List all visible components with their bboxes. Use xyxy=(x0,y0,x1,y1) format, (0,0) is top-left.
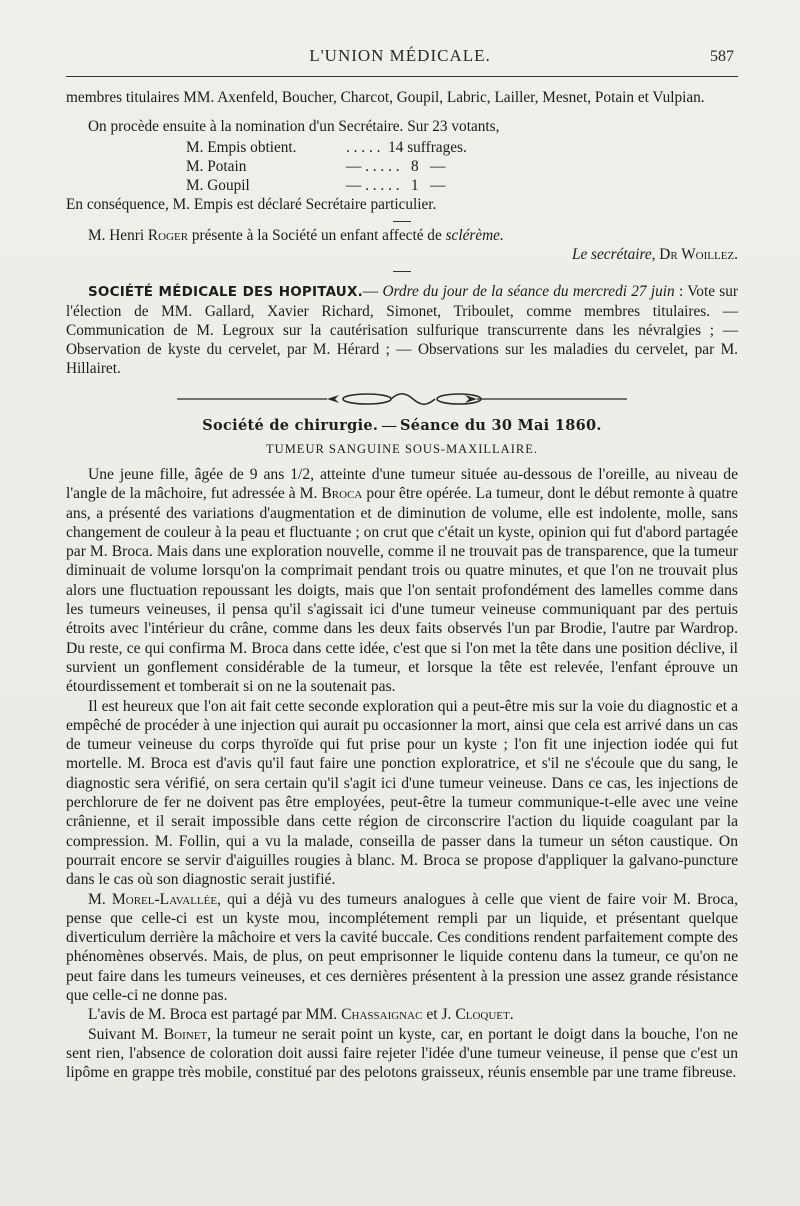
name-chassaignac: Chassaignac xyxy=(341,1006,423,1024)
article-body xyxy=(66,465,738,1083)
election-intro: membres titulaires MM. Axenfeld, Boucher, Charcot, Goupil, Labric, Lailler, Mesnet, Potain et Vulpian. xyxy=(66,89,705,106)
paragraph-text: L'avis de M. Broca est partagé par MM. xyxy=(88,1006,342,1024)
society-name: Société de chirurgie. xyxy=(202,417,379,434)
paragraph-text: pour être opérée. La tumeur, dont le début remonte à quatre ans, a présenté des variations d'augmentation et de diminution de volume, elle est indolente, molle, sans changement de couleur à la peau et fluctuante ; on crut que c'était un kyste, opinion qui fut d'abord partagée par M. Broca. Mais dans une exploration nouvelle, comme il ne trouvait pas de transparence, que la tumeur diminuait de volume lorsqu'on la comprimait pendant trois ou quatre minutes, et que l'on ne trouvait plus alors une fluctuation repoussant les doigts, mais que l'on sentait profondément des lamelles comme dans les tumeurs veineuses, il pensa qu'il s'agissait ici d'une tumeur veineuse communiquant par des pertuis étroits avec l'intérieur du crâne, comme dans les deux faits observés l'un par Brodie, l'autre par Wardrop. Du reste, ce qui confirma M. Broca dans cette idée, c'est que si l'on met la tête dans une position déclive, il survient un gonflement considérable de la tumeur, et lorsque la tête est relevée, l'enfant éprouve un étourdissement et tomberait si on ne la soutenait pas. xyxy=(66,485,738,696)
ornament-divider-icon xyxy=(177,392,627,406)
article-paragraph xyxy=(66,465,738,697)
article-paragraph: Il est heureux que l'on ait fait cette seconde exploration qui a peut-être mis sur la voie du diagnostic et a empêché de procéder à une injection qui aurait pu occasionner la mort, ainsi que cela est arrivé dans un cas de tumeur veineuse du corps thyroïde qui fut prise pour un kyste ; l'on fit une injection iodée qui fut mortelle. M. Broca est d'avis qu'il faut faire une ponction exploratrice, et s'il ne s'écoule que du sang, le diagnostic sera vérifié, on sera certain qu'il s'agit ici d'une tumeur veineuse. Dans ce cas, les injections de perchlorure de fer ne doivent pas être employées, peut-être la tumeur communique-t-elle avec une veine crânienne, et il serait impossible dans cette région de circonscrire l'action du liquide coagulant par la compression. M. Follin, qui a vu la malade, conseilla de passer dans la tumeur un séton caustique. On pourrait encore se servir d'aiguilles rougies à blanc. M. Broca se propose d'appliquer la galvano-puncture dans le cas où son diagnostic serait justifié. xyxy=(66,697,738,889)
paragraph-text: et J. xyxy=(422,1006,456,1024)
paragraph-text: M. xyxy=(88,890,112,908)
page-number: 587 xyxy=(710,48,734,65)
name-broca: Broca xyxy=(321,485,363,503)
seance-date: Séance du 30 Mai 1860. xyxy=(400,417,602,434)
heading-separator: — xyxy=(378,418,401,434)
hopitaux-label: SOCIÉTÉ MÉDICALE DES HOPITAUX. xyxy=(88,284,363,300)
article-subtitle: TUMEUR SANGUINE SOUS-MAXILLAIRE. xyxy=(266,442,538,456)
paragraph-text: Suivant M. xyxy=(88,1025,164,1043)
roger-text: présente à la Société un enfant affecté de xyxy=(188,227,446,244)
hopitaux-date: 27 juin xyxy=(631,283,675,300)
running-title: L'UNION MÉDICALE. xyxy=(309,46,491,65)
secretary-signature xyxy=(66,245,738,264)
signature-role: Le secrétaire, xyxy=(571,246,656,263)
vote-line xyxy=(66,176,738,195)
election-nomination: On procède ensuite à la nomination d'un Secrétaire. Sur 23 votants, xyxy=(88,118,500,135)
roger-term: sclérème. xyxy=(445,227,504,244)
vote-line xyxy=(66,157,738,176)
name-cloquet: Cloquet. xyxy=(455,1006,514,1024)
page-header xyxy=(62,44,738,74)
roger-prefix: M. Henri xyxy=(88,227,148,244)
paragraph-text: , qui a déjà vu des tumeurs analogues à celle que vient de faire voir M. Broca, pense que celle-ci est un kyste mou, incomplétement rempli par un liquide, et présentant quelque diverticulum derrière la mâchoire et vers la cavité buccale. Ces conditions rendent parfaitement compte des phénomènes observés. Mais, de plus, on peut emprisonner le liquide contenu dans la tumeur, ce qu'on ne peut faire dans les tumeurs veineuses, et ces dernières présentent à la pression une assez grande résistance que celle-ci ne donne pas. xyxy=(66,890,738,1005)
hopitaux-dash: — xyxy=(362,283,383,300)
vote-count: — . . . . . 1 — xyxy=(346,177,446,194)
paragraph-text: Une jeune fille, âgée de 9 ans 1/2, atteinte d'une tumeur située au-dessous de l'oreille, au niveau de l'angle de la mâchoire, fut adressée à M. xyxy=(66,466,738,503)
chirurgie-heading xyxy=(66,416,738,436)
section-divider xyxy=(393,271,411,272)
vote-candidate: M. Potain xyxy=(186,158,247,175)
vote-count: — . . . . . 8 — xyxy=(346,158,446,175)
article-paragraph xyxy=(66,890,738,1006)
roger-announcement xyxy=(66,226,738,245)
name-boinet: Boinet xyxy=(163,1025,208,1043)
paragraph-text: , la tumeur ne serait point un kyste, car, en portant le doigt dans la bouche, l'on ne sent rien, l'absence de coloration doit aussi faire rejeter l'idée d'une tumeur veineuse, il pense que c'est un lipôme en grappe très mobile, constitué par des pelotons graisseux, réunis ensemble par une trame fibreuse. xyxy=(66,1025,738,1082)
name-morel-lavallee: Morel-Lavallée xyxy=(111,890,218,908)
hopitaux-order: Ordre du jour de la séance du mercredi xyxy=(382,283,627,300)
roger-name: Roger xyxy=(147,227,189,244)
vote-line xyxy=(66,138,738,157)
hopitaux-notice xyxy=(66,282,738,378)
vote-candidate: M. Empis obtient. xyxy=(186,139,297,156)
article-paragraph xyxy=(66,1025,738,1083)
vote-results xyxy=(66,138,738,195)
page-content xyxy=(66,88,738,1083)
signature-name: Dr Woillez. xyxy=(655,246,738,263)
header-rule xyxy=(66,76,738,77)
election-consequence: En conséquence, M. Empis est déclaré Secrétaire particulier. xyxy=(66,196,437,213)
vote-candidate: M. Goupil xyxy=(186,177,250,194)
section-divider xyxy=(393,221,411,222)
article-paragraph xyxy=(66,1005,738,1024)
hopitaux-text: : Vote sur l'élection de MM. Gallard, Xavier Richard, Simonet, Triboulet, comme membres titulaires. — Communication de M. Legroux sur la cautérisation sulfurique transcurrente dans les névralgies ; — Observation de kyste du cervelet, par M. Hérard ; — Observations sur les maladies du cervelet, par M. Hillairet. xyxy=(66,283,738,377)
vote-count: . . . . . 14 suffrages. xyxy=(346,139,467,156)
